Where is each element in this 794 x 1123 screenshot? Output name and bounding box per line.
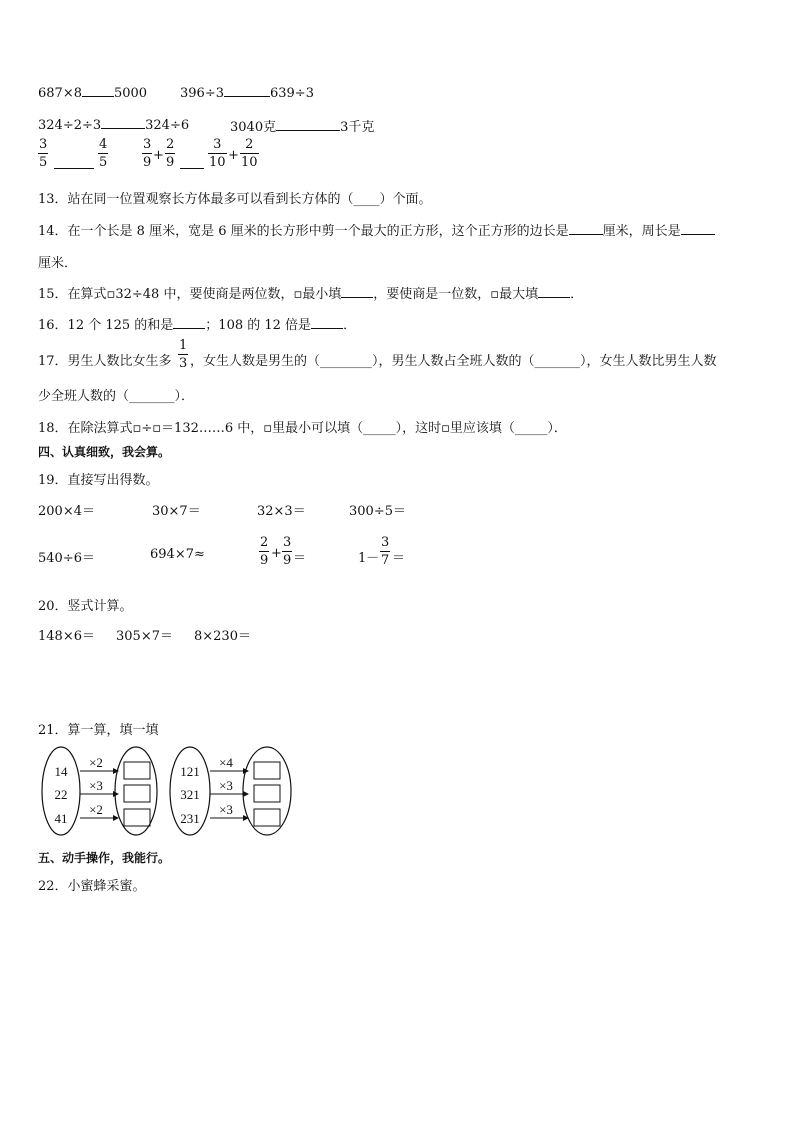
vertical-calc-item: 148×6＝ (38, 629, 95, 644)
calc-item: 200×4＝ (38, 504, 95, 519)
output-ellipse (115, 747, 157, 835)
output-ellipse (243, 747, 291, 835)
answer-box[interactable] (124, 762, 150, 779)
question-16: 16．12 个 125 的和是 ；108 的 12 倍是 ． (38, 318, 357, 333)
calc-item: 300÷5＝ (349, 504, 406, 519)
answer-box[interactable] (254, 809, 280, 826)
fraction-3-9: 3 9 (283, 535, 292, 568)
answer-blank[interactable] (82, 84, 114, 97)
operation-label: ×2 (89, 802, 103, 817)
answer-box[interactable] (254, 762, 280, 779)
compare-1b-left: 396÷3 (180, 86, 224, 101)
input-number: 231 (180, 811, 200, 826)
answer-box[interactable] (124, 785, 150, 802)
compare-2b-right: 3千克 (340, 120, 375, 135)
answer-blank[interactable] (681, 222, 715, 235)
calc-item: 694×7≈ (150, 547, 205, 562)
compare-1a-left: 687×8 (38, 86, 82, 101)
input-number: 121 (180, 764, 200, 779)
compare-row-2 (38, 116, 189, 133)
vertical-calc-item: 8×230＝ (194, 629, 251, 644)
input-number: 22 (54, 787, 68, 802)
calc-item: 30×7＝ (152, 504, 201, 519)
compare-2a-right: 324÷6 (145, 118, 190, 133)
vertical-calc-item: 305×7＝ (116, 629, 173, 644)
input-number: 321 (180, 787, 200, 802)
question-17-cont: 少全班人数的（_______）． (38, 389, 195, 404)
question-18: 18．在除法算式▫÷▫＝132……6 中，▫里最小可以填（_____），这时▫里应该填（_____）． (38, 421, 567, 436)
compare-1a-right: 5000 (113, 86, 148, 101)
operation-label: ×2 (89, 755, 103, 770)
fraction-3-10: 3 10 (209, 137, 226, 170)
compare-row-1 (38, 84, 147, 101)
fraction-1-3: 1 3 (179, 338, 188, 371)
calc-one-minus: 1－ (358, 551, 380, 566)
answer-blank[interactable] (341, 285, 373, 298)
question-14-cont: 厘米． (38, 256, 78, 271)
question-20: 20．竖式计算。 (38, 599, 133, 614)
plus-sign: + (153, 148, 164, 163)
equals-sign: ＝ (392, 551, 406, 566)
input-number: 41 (54, 811, 68, 826)
compare-2a-left: 324÷2÷3 (38, 118, 102, 133)
answer-box[interactable] (254, 785, 280, 802)
mapping-diagram (38, 745, 300, 837)
fraction-3-5: 3 5 (39, 137, 48, 170)
compare-row-2b (230, 116, 374, 135)
fraction-2-9: 2 9 (166, 137, 175, 170)
answer-blank[interactable] (311, 316, 343, 329)
answer-blank[interactable] (224, 84, 270, 97)
question-14: 14．在一个长是 8 厘米，宽是 6 厘米的长方形中剪一个最大的正方形，这个正方形的边长是 厘米，周长是 (38, 220, 715, 239)
fraction-2-10: 2 10 (241, 137, 258, 170)
section-heading-4: 四、认真细致，我会算。 (38, 445, 171, 459)
answer-blank[interactable] (101, 116, 145, 129)
answer-blank[interactable] (538, 285, 570, 298)
question-19: 19．直接写出得数。 (38, 473, 159, 488)
question-15: 15．在算式▫32÷48 中，要使商是两位数，▫最小填 ，要使商是一位数，▫最大填 ． (38, 287, 584, 302)
operation-label: ×3 (219, 802, 233, 817)
calc-item: 32×3＝ (257, 504, 306, 519)
fraction-4-5: 4 5 (99, 137, 108, 170)
fraction-3-9: 3 9 (143, 137, 152, 170)
compare-2b-left: 3040克 (230, 120, 277, 135)
fraction-3-7: 3 7 (381, 535, 390, 568)
question-21: 21．算一算，填一填 (38, 723, 159, 738)
answer-blank[interactable] (180, 156, 204, 169)
question-17-a: 17．男生人数比女生多 (38, 354, 172, 369)
answer-blank[interactable] (173, 316, 205, 329)
compare-1b-right: 639÷3 (269, 86, 314, 101)
operation-label: ×3 (89, 778, 103, 793)
answer-box[interactable] (124, 809, 150, 826)
operation-label: ×3 (219, 778, 233, 793)
equals-sign: ＝ (293, 551, 307, 566)
fraction-2-9: 2 9 (260, 535, 269, 568)
answer-blank[interactable] (276, 118, 340, 131)
question-17-b: ，女生人数是男生的（________），男生人数占全班人数的（_______），女生人数比男生人数 (190, 354, 717, 369)
question-22: 22．小蜜蜂采蜜。 (38, 879, 146, 894)
answer-blank[interactable] (54, 156, 94, 169)
compare-row-1b (180, 84, 314, 101)
input-number: 14 (54, 764, 68, 779)
section-heading-5: 五、动手操作，我能行。 (38, 851, 171, 865)
answer-blank[interactable] (569, 222, 603, 235)
plus-sign: + (271, 546, 282, 561)
calc-item: 540÷6＝ (38, 551, 95, 566)
operation-label: ×4 (219, 755, 233, 770)
plus-sign: + (228, 148, 239, 163)
question-13: 13．站在同一位置观察长方体最多可以看到长方体的（____）个面。 (38, 192, 432, 207)
